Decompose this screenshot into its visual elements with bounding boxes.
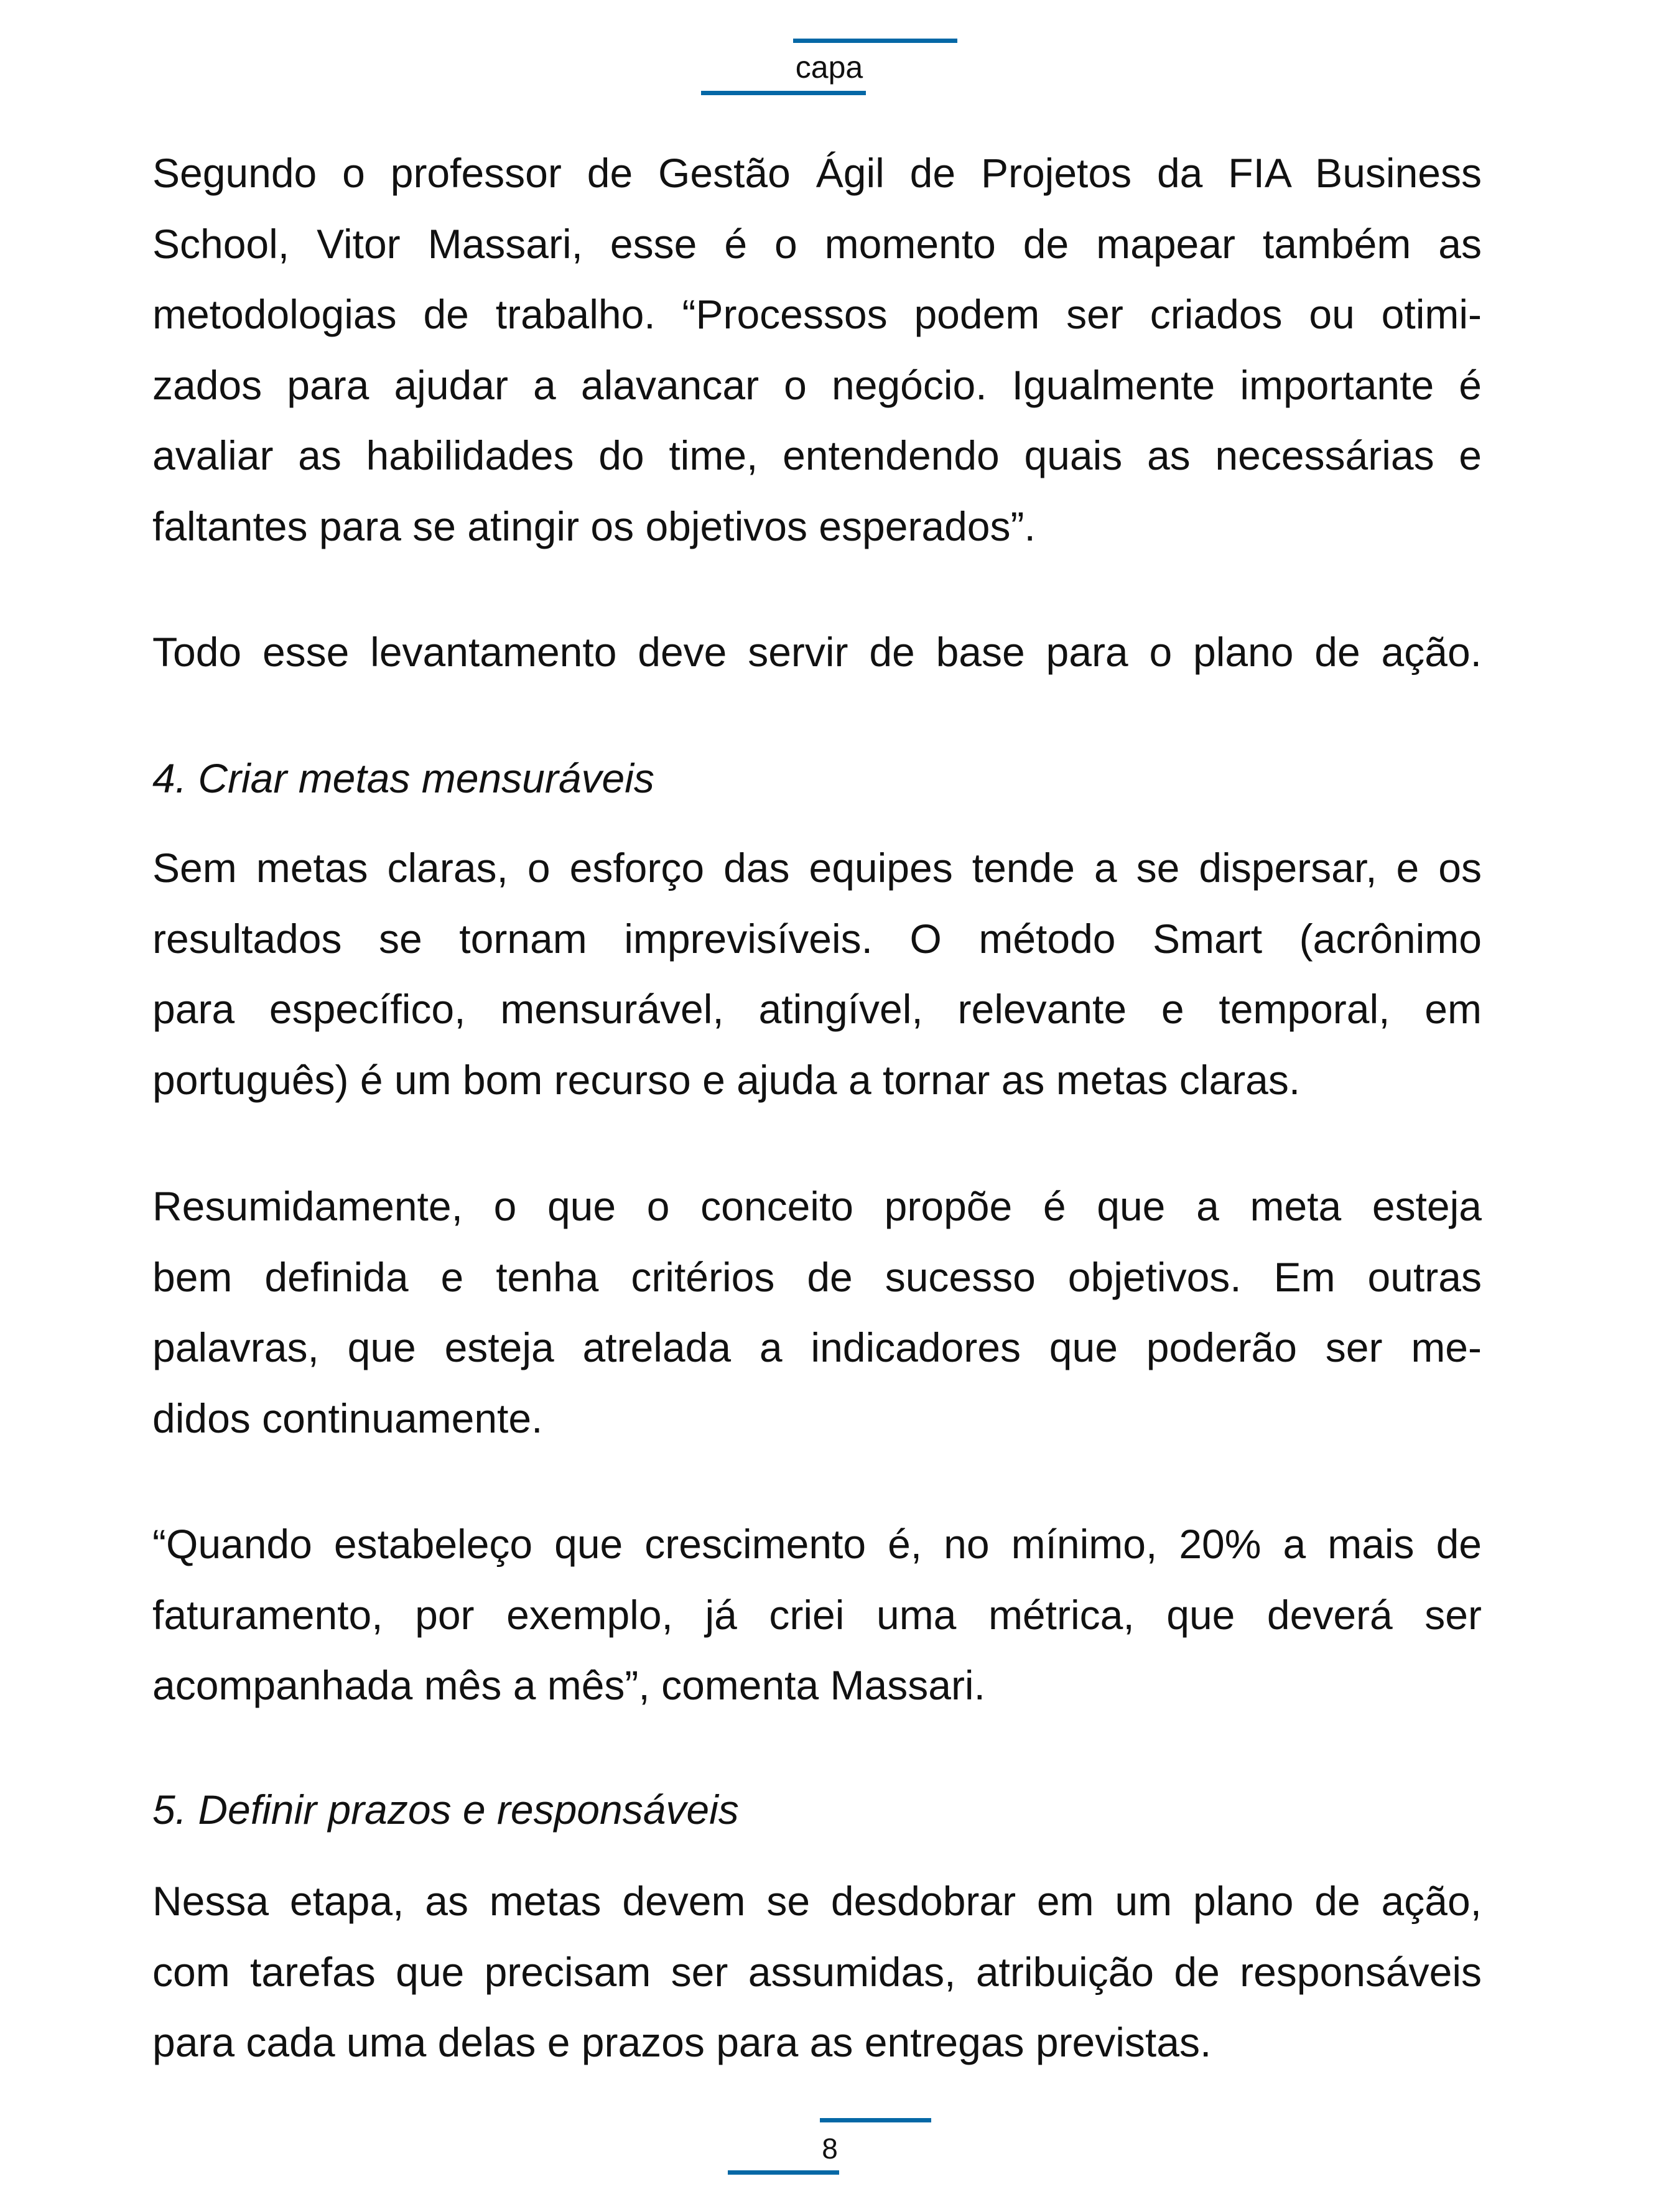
text-line: didos continuamente. <box>152 1395 543 1441</box>
footer-rule-top <box>820 2118 931 2122</box>
paragraph-4 <box>152 1171 1482 1454</box>
section-heading-text: 4. Criar metas mensuráveis <box>152 755 654 801</box>
header-rule-top <box>793 39 957 43</box>
paragraph-6 <box>152 1866 1482 2078</box>
header-rule-bottom <box>701 91 866 95</box>
text-line: Sem metas claras, o esforço das equipes tende a se dispersar, e os <box>152 845 1482 891</box>
text-line: avaliar as habilidades do time, entendendo quais as necessárias e <box>152 432 1482 479</box>
text-line: faturamento, por exemplo, já criei uma métrica, que deverá ser <box>152 1591 1482 1638</box>
text-line: Nessa etapa, as metas devem se desdobrar em um plano de ação, <box>152 1878 1482 1924</box>
text-line: metodologias de trabalho. “Processos podem ser criados ou otimi- <box>152 291 1482 338</box>
paragraph-2 <box>152 617 1482 688</box>
text-line: faltantes para se atingir os objetivos esperados”. <box>152 503 1036 549</box>
text-line: bem definida e tenha critérios de sucesso objetivos. Em outras <box>152 1253 1482 1300</box>
text-line: para cada uma delas e prazos para as entregas previstas. <box>152 2019 1212 2066</box>
running-head: capa <box>795 50 863 85</box>
text-line: português) é um bom recurso e ajuda a tornar as metas claras. <box>152 1056 1301 1103</box>
text-line: acompanhada mês a mês”, comenta Massari. <box>152 1662 985 1709</box>
text-line: Resumidamente, o que o conceito propõe é que a meta esteja <box>152 1183 1482 1229</box>
paragraph-3 <box>152 833 1482 1115</box>
text-line: School, Vitor Massari, esse é o momento de mapear também as <box>152 220 1482 267</box>
section-heading-4 <box>152 743 1482 814</box>
section-heading-text: 5. Definir prazos e responsáveis <box>152 1787 739 1833</box>
text-line: Todo esse levantamento deve servir de base para o plano de ação. <box>152 629 1482 675</box>
paragraph-5-quote <box>152 1509 1482 1721</box>
text-line: com tarefas que precisam ser assumidas, atribuição de responsáveis <box>152 1948 1482 1995</box>
paragraph-1 <box>152 138 1482 562</box>
text-line: Segundo o professor de Gestão Ágil de Projetos da FIA Business <box>152 150 1482 196</box>
text-line: palavras, que esteja atrelada a indicadores que poderão ser me- <box>152 1324 1482 1371</box>
text-line: “Quando estabeleço que crescimento é, no mínimo, 20% a mais de <box>152 1521 1482 1567</box>
text-line: para específico, mensurável, atingível, relevante e temporal, em <box>152 986 1482 1033</box>
page-number: 8 <box>822 2132 838 2165</box>
text-line: resultados se tornam imprevisíveis. O método Smart (acrônimo <box>152 915 1482 962</box>
section-heading-5 <box>152 1775 1482 1846</box>
footer-rule-bottom <box>728 2170 839 2175</box>
text-line: zados para ajudar a alavancar o negócio. Igualmente importante é <box>152 361 1482 408</box>
